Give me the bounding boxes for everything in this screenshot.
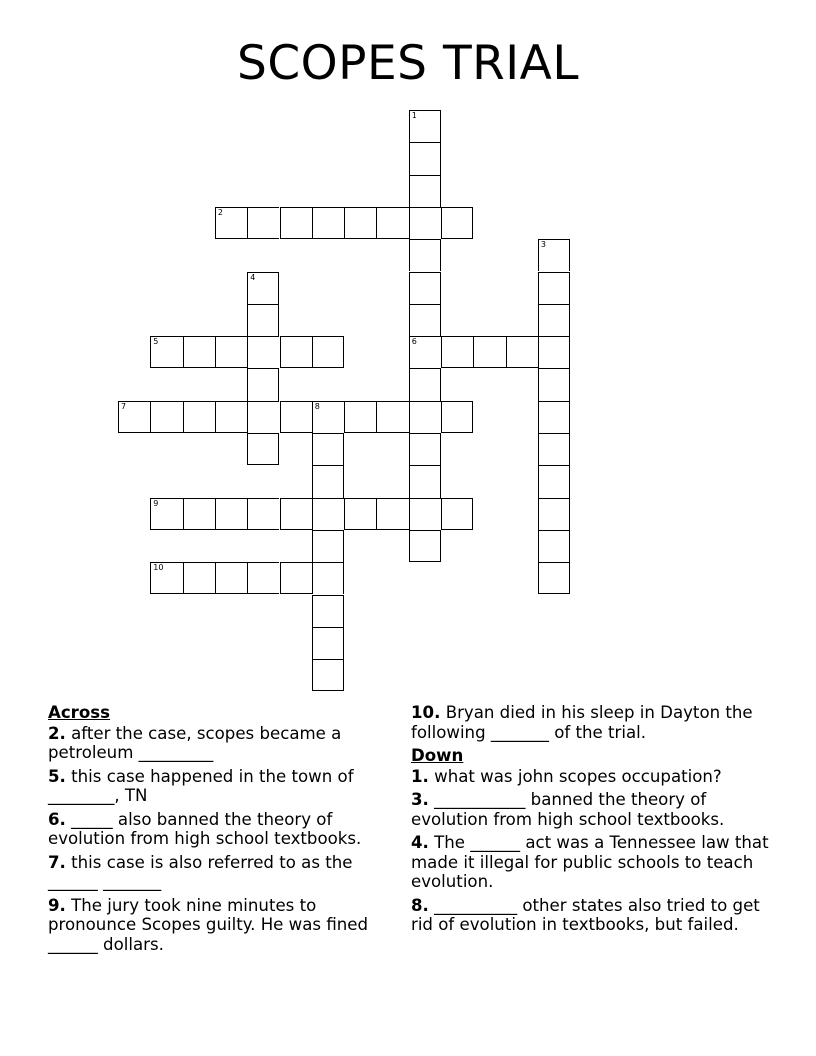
crossword-cell[interactable] [506,336,538,368]
crossword-cell[interactable] [312,465,344,497]
across-clue-10: 10. Bryan died in his sleep in Dayton the following _______ of the trial. [411,703,753,742]
crossword-cell[interactable] [538,498,570,530]
crossword-cell[interactable] [409,498,441,530]
crossword-cell[interactable] [247,401,279,433]
across-clue-6: 6. _____ also banned the theory of evolution from high school textbooks. [48,809,362,848]
crossword-cell[interactable] [215,207,247,239]
crossword-cell[interactable] [312,207,344,239]
crossword-cell[interactable] [183,401,215,433]
across-heading: Across [48,703,111,722]
crossword-cell[interactable] [409,433,441,465]
clue-number: 2 [217,207,223,217]
crossword-cell[interactable] [344,207,376,239]
crossword-cell[interactable] [409,272,441,304]
crossword-cell[interactable] [538,304,570,336]
crossword-cell[interactable] [312,659,344,691]
across-clue-7: 7. this case is also referred to as the ______ _______ [48,852,353,891]
crossword-cell[interactable] [376,401,408,433]
crossword-cell[interactable] [409,465,441,497]
crossword-cell[interactable] [247,207,279,239]
crossword-cell[interactable] [183,336,215,368]
clue-number: 7 [121,401,127,411]
crossword-cell[interactable] [215,498,247,530]
crossword-cell[interactable] [312,336,344,368]
crossword-cell[interactable] [247,368,279,400]
crossword-cell[interactable] [150,401,182,433]
crossword-cell[interactable] [150,336,182,368]
crossword-cell[interactable] [538,465,570,497]
down-clue-4: 4. The ______ act was a Tennessee law that made it illegal for public schools to teach evolution. [411,833,769,891]
crossword-cell[interactable] [441,498,473,530]
clue-number: 5 [153,337,159,347]
crossword-cell[interactable] [312,530,344,562]
crossword-cell[interactable] [409,207,441,239]
across-clue-5: 5. this case happened in the town of ________, TN [48,766,354,805]
crossword-cell[interactable] [215,401,247,433]
crossword-cell[interactable] [344,498,376,530]
crossword-cell[interactable] [312,627,344,659]
crossword-cell[interactable] [409,239,441,271]
across-clue-9: 9. The jury took nine minutes to pronounce Scopes guilty. He was fined ______ dollars. [48,895,369,954]
crossword-cell[interactable] [409,530,441,562]
crossword-cell[interactable] [409,142,441,174]
crossword-cell[interactable] [344,401,376,433]
crossword-cell[interactable] [538,530,570,562]
crossword-cell[interactable] [280,498,312,530]
crossword-cell[interactable] [409,368,441,400]
crossword-cell[interactable] [150,498,182,530]
crossword-cell[interactable] [312,401,344,433]
crossword-cell[interactable] [183,498,215,530]
crossword-cell[interactable] [183,562,215,594]
crossword-cell[interactable] [247,336,279,368]
crossword-cell[interactable] [538,336,570,368]
clue-number: 10 [153,563,164,573]
page-title: SCOPES TRIAL [236,36,580,91]
crossword-cell[interactable] [441,207,473,239]
crossword-cell[interactable] [150,562,182,594]
crossword-cell[interactable] [441,336,473,368]
crossword-cell[interactable] [280,401,312,433]
crossword-cell[interactable] [247,304,279,336]
crossword-cell[interactable] [118,401,150,433]
crossword-cell[interactable] [312,562,344,594]
crossword-cell[interactable] [280,336,312,368]
crossword-cell[interactable] [247,498,279,530]
crossword-cell[interactable] [247,433,279,465]
clues-right-column [411,703,771,939]
down-clue-1: 1. what was john scopes occupation? [411,766,722,786]
clue-number: 1 [411,111,417,120]
crossword-cell[interactable] [538,272,570,304]
crossword-cell[interactable] [247,562,279,594]
clue-number: 9 [153,498,159,508]
clue-number: 4 [250,272,256,282]
crossword-cell[interactable] [280,207,312,239]
crossword-cell[interactable] [538,401,570,433]
crossword-cell[interactable] [312,595,344,627]
down-clue-8: 8. __________ other states also tried to get rid of evolution in textbooks, but failed. [411,895,760,934]
clue-number: 8 [314,401,320,411]
crossword-cell[interactable] [280,562,312,594]
crossword-cell[interactable] [376,207,408,239]
down-heading: Down [411,746,464,765]
crossword-cell[interactable] [215,336,247,368]
crossword-cell[interactable] [409,175,441,207]
crossword-cell[interactable] [215,562,247,594]
crossword-cell[interactable] [409,401,441,433]
crossword-cell[interactable] [409,110,441,142]
crossword-cell[interactable] [409,304,441,336]
crossword-cell[interactable] [538,368,570,400]
crossword-cell[interactable] [247,272,279,304]
crossword-cell[interactable] [409,336,441,368]
across-clue-2: 2. after the case, scopes became a petroleum _________ [48,723,342,762]
clue-number: 3 [540,240,546,250]
down-clue-3: 3. ___________ banned the theory of evolution from high school textbooks. [411,790,725,829]
clues-left-column [48,703,398,958]
crossword-cell[interactable] [538,562,570,594]
crossword-cell[interactable] [312,433,344,465]
crossword-cell[interactable] [538,239,570,271]
crossword-cell[interactable] [473,336,505,368]
crossword-cell[interactable] [376,498,408,530]
crossword-cell[interactable] [441,401,473,433]
crossword-cell[interactable] [538,433,570,465]
crossword-cell[interactable] [312,498,344,530]
clue-number: 6 [411,337,417,347]
